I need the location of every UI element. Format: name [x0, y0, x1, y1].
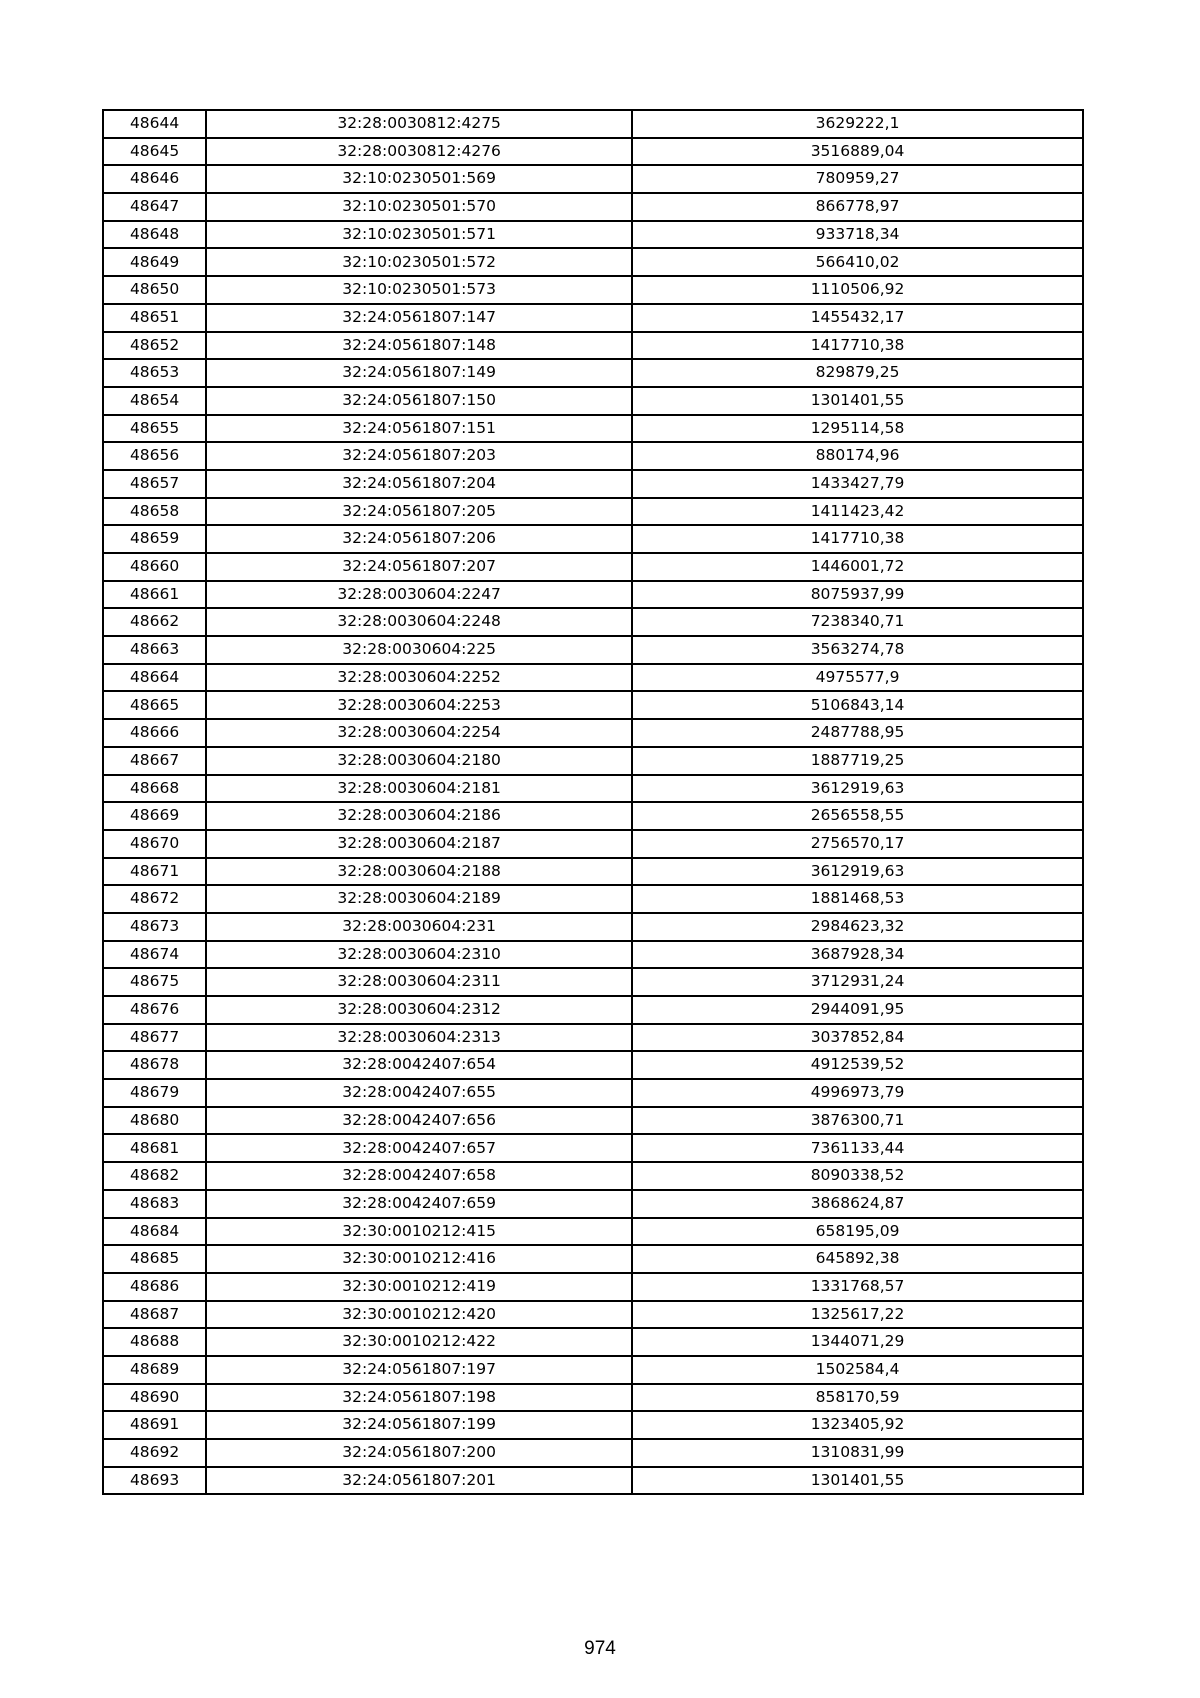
value-cell: 1455432,17 — [632, 304, 1083, 332]
value-cell: 1417710,38 — [632, 525, 1083, 553]
value-cell: 3712931,24 — [632, 968, 1083, 996]
cadastral-number-cell: 32:24:0561807:207 — [206, 553, 632, 581]
cadastral-number-cell: 32:10:0230501:569 — [206, 165, 632, 193]
value-cell: 566410,02 — [632, 248, 1083, 276]
row-number-cell: 48651 — [103, 304, 206, 332]
table-row — [103, 138, 1083, 166]
value-cell: 8075937,99 — [632, 581, 1083, 609]
value-cell: 3037852,84 — [632, 1024, 1083, 1052]
row-number-cell: 48671 — [103, 858, 206, 886]
row-number-cell: 48681 — [103, 1134, 206, 1162]
row-number-cell: 48650 — [103, 276, 206, 304]
value-cell: 858170,59 — [632, 1384, 1083, 1412]
row-number-cell: 48649 — [103, 248, 206, 276]
table-row — [103, 276, 1083, 304]
value-cell: 1295114,58 — [632, 415, 1083, 443]
table-row — [103, 1134, 1083, 1162]
cadastral-number-cell: 32:10:0230501:572 — [206, 248, 632, 276]
cadastral-number-cell: 32:24:0561807:198 — [206, 1384, 632, 1412]
row-number-cell: 48688 — [103, 1328, 206, 1356]
table-row — [103, 885, 1083, 913]
cadastral-number-cell: 32:28:0042407:654 — [206, 1051, 632, 1079]
value-cell: 1502584,4 — [632, 1356, 1083, 1384]
row-number-cell: 48691 — [103, 1411, 206, 1439]
value-cell: 1310831,99 — [632, 1439, 1083, 1467]
value-cell: 829879,25 — [632, 359, 1083, 387]
row-number-cell: 48670 — [103, 830, 206, 858]
value-cell: 5106843,14 — [632, 691, 1083, 719]
cadastral-number-cell: 32:28:0030604:2188 — [206, 858, 632, 886]
value-cell: 1887719,25 — [632, 747, 1083, 775]
value-cell: 1446001,72 — [632, 553, 1083, 581]
table-row — [103, 415, 1083, 443]
cadastral-number-cell: 32:10:0230501:573 — [206, 276, 632, 304]
table-row — [103, 802, 1083, 830]
cadastral-number-cell: 32:28:0030604:225 — [206, 636, 632, 664]
row-number-cell: 48658 — [103, 498, 206, 526]
value-cell: 880174,96 — [632, 442, 1083, 470]
row-number-cell: 48654 — [103, 387, 206, 415]
cadastral-number-cell: 32:28:0030604:2311 — [206, 968, 632, 996]
page-number: 974 — [584, 1638, 616, 1659]
table-row — [103, 608, 1083, 636]
row-number-cell: 48679 — [103, 1079, 206, 1107]
table-row — [103, 442, 1083, 470]
row-number-cell: 48659 — [103, 525, 206, 553]
row-number-cell: 48666 — [103, 719, 206, 747]
cadastral-number-cell: 32:28:0042407:659 — [206, 1190, 632, 1218]
cadastral-number-cell: 32:28:0030604:2248 — [206, 608, 632, 636]
row-number-cell: 48663 — [103, 636, 206, 664]
row-number-cell: 48682 — [103, 1162, 206, 1190]
row-number-cell: 48693 — [103, 1467, 206, 1495]
table-row — [103, 193, 1083, 221]
row-number-cell: 48664 — [103, 664, 206, 692]
row-number-cell: 48680 — [103, 1107, 206, 1135]
cadastral-number-cell: 32:28:0042407:657 — [206, 1134, 632, 1162]
cadastral-number-cell: 32:24:0561807:205 — [206, 498, 632, 526]
cadastral-number-cell: 32:24:0561807:199 — [206, 1411, 632, 1439]
cadastral-number-cell: 32:10:0230501:570 — [206, 193, 632, 221]
row-number-cell: 48674 — [103, 941, 206, 969]
table-row — [103, 1384, 1083, 1412]
value-cell: 933718,34 — [632, 221, 1083, 249]
table-row — [103, 1107, 1083, 1135]
row-number-cell: 48669 — [103, 802, 206, 830]
row-number-cell: 48686 — [103, 1273, 206, 1301]
table-row — [103, 1218, 1083, 1246]
value-cell: 2984623,32 — [632, 913, 1083, 941]
row-number-cell: 48672 — [103, 885, 206, 913]
table-row — [103, 1079, 1083, 1107]
value-cell: 1411423,42 — [632, 498, 1083, 526]
value-cell: 7238340,71 — [632, 608, 1083, 636]
cadastral-number-cell: 32:30:0010212:422 — [206, 1328, 632, 1356]
table-row — [103, 1301, 1083, 1329]
cadastral-number-cell: 32:28:0030604:2187 — [206, 830, 632, 858]
row-number-cell: 48657 — [103, 470, 206, 498]
table-row — [103, 1356, 1083, 1384]
cadastral-number-cell: 32:28:0030604:231 — [206, 913, 632, 941]
table-row — [103, 830, 1083, 858]
table-row — [103, 525, 1083, 553]
table-row — [103, 664, 1083, 692]
cadastral-number-cell: 32:28:0042407:656 — [206, 1107, 632, 1135]
row-number-cell: 48648 — [103, 221, 206, 249]
value-cell: 1110506,92 — [632, 276, 1083, 304]
row-number-cell: 48678 — [103, 1051, 206, 1079]
cadastral-number-cell: 32:28:0030604:2253 — [206, 691, 632, 719]
value-cell: 7361133,44 — [632, 1134, 1083, 1162]
table-row — [103, 165, 1083, 193]
cadastral-number-cell: 32:28:0030812:4275 — [206, 110, 632, 138]
cadastral-number-cell: 32:24:0561807:151 — [206, 415, 632, 443]
row-number-cell: 48656 — [103, 442, 206, 470]
row-number-cell: 48677 — [103, 1024, 206, 1052]
table-row — [103, 1273, 1083, 1301]
row-number-cell: 48646 — [103, 165, 206, 193]
value-cell: 1881468,53 — [632, 885, 1083, 913]
value-cell: 1301401,55 — [632, 387, 1083, 415]
value-cell: 3687928,34 — [632, 941, 1083, 969]
value-cell: 3612919,63 — [632, 858, 1083, 886]
value-cell: 2656558,55 — [632, 802, 1083, 830]
table-row — [103, 858, 1083, 886]
table-row — [103, 775, 1083, 803]
table-row — [103, 941, 1083, 969]
row-number-cell: 48645 — [103, 138, 206, 166]
value-cell: 8090338,52 — [632, 1162, 1083, 1190]
value-cell: 780959,27 — [632, 165, 1083, 193]
table-row — [103, 1190, 1083, 1218]
row-number-cell: 48685 — [103, 1245, 206, 1273]
value-cell: 2487788,95 — [632, 719, 1083, 747]
table-row — [103, 359, 1083, 387]
cadastral-number-cell: 32:28:0030604:2254 — [206, 719, 632, 747]
row-number-cell: 48689 — [103, 1356, 206, 1384]
value-cell: 1417710,38 — [632, 332, 1083, 360]
cadastral-value-table — [102, 109, 1084, 1495]
cadastral-number-cell: 32:24:0561807:200 — [206, 1439, 632, 1467]
value-cell: 3868624,87 — [632, 1190, 1083, 1218]
cadastral-number-cell: 32:10:0230501:571 — [206, 221, 632, 249]
table-row — [103, 1024, 1083, 1052]
cadastral-number-cell: 32:28:0030604:2310 — [206, 941, 632, 969]
value-cell: 3516889,04 — [632, 138, 1083, 166]
cadastral-number-cell: 32:30:0010212:416 — [206, 1245, 632, 1273]
row-number-cell: 48683 — [103, 1190, 206, 1218]
value-cell: 3612919,63 — [632, 775, 1083, 803]
value-cell: 3563274,78 — [632, 636, 1083, 664]
table-row — [103, 553, 1083, 581]
table-body — [103, 110, 1083, 1494]
value-cell: 4912539,52 — [632, 1051, 1083, 1079]
value-cell: 3876300,71 — [632, 1107, 1083, 1135]
value-cell: 3629222,1 — [632, 110, 1083, 138]
table-row — [103, 747, 1083, 775]
row-number-cell: 48661 — [103, 581, 206, 609]
value-cell: 866778,97 — [632, 193, 1083, 221]
cadastral-number-cell: 32:28:0042407:655 — [206, 1079, 632, 1107]
row-number-cell: 48647 — [103, 193, 206, 221]
table-row — [103, 387, 1083, 415]
value-cell: 1323405,92 — [632, 1411, 1083, 1439]
value-cell: 1301401,55 — [632, 1467, 1083, 1495]
table-row — [103, 248, 1083, 276]
row-number-cell: 48690 — [103, 1384, 206, 1412]
cadastral-number-cell: 32:30:0010212:419 — [206, 1273, 632, 1301]
cadastral-number-cell: 32:24:0561807:147 — [206, 304, 632, 332]
cadastral-number-cell: 32:28:0030604:2313 — [206, 1024, 632, 1052]
table-row — [103, 581, 1083, 609]
table-row — [103, 1162, 1083, 1190]
row-number-cell: 48675 — [103, 968, 206, 996]
row-number-cell: 48668 — [103, 775, 206, 803]
table-row — [103, 498, 1083, 526]
cadastral-number-cell: 32:28:0030604:2181 — [206, 775, 632, 803]
table-row — [103, 1467, 1083, 1495]
cadastral-number-cell: 32:28:0030604:2247 — [206, 581, 632, 609]
table-row — [103, 304, 1083, 332]
cadastral-number-cell: 32:24:0561807:201 — [206, 1467, 632, 1495]
row-number-cell: 48665 — [103, 691, 206, 719]
row-number-cell: 48684 — [103, 1218, 206, 1246]
cadastral-number-cell: 32:28:0030812:4276 — [206, 138, 632, 166]
row-number-cell: 48662 — [103, 608, 206, 636]
row-number-cell: 48673 — [103, 913, 206, 941]
table-row — [103, 1245, 1083, 1273]
table-row — [103, 1411, 1083, 1439]
value-cell: 645892,38 — [632, 1245, 1083, 1273]
value-cell: 1344071,29 — [632, 1328, 1083, 1356]
cadastral-number-cell: 32:28:0030604:2312 — [206, 996, 632, 1024]
row-number-cell: 48652 — [103, 332, 206, 360]
cadastral-number-cell: 32:28:0030604:2252 — [206, 664, 632, 692]
table-row — [103, 1328, 1083, 1356]
value-cell: 1433427,79 — [632, 470, 1083, 498]
row-number-cell: 48655 — [103, 415, 206, 443]
value-cell: 1325617,22 — [632, 1301, 1083, 1329]
value-cell: 2944091,95 — [632, 996, 1083, 1024]
cadastral-number-cell: 32:28:0030604:2186 — [206, 802, 632, 830]
value-cell: 2756570,17 — [632, 830, 1083, 858]
cadastral-number-cell: 32:24:0561807:148 — [206, 332, 632, 360]
table-row — [103, 968, 1083, 996]
value-cell: 4996973,79 — [632, 1079, 1083, 1107]
table-row — [103, 996, 1083, 1024]
cadastral-number-cell: 32:24:0561807:204 — [206, 470, 632, 498]
cadastral-number-cell: 32:30:0010212:415 — [206, 1218, 632, 1246]
table-row — [103, 691, 1083, 719]
table-row — [103, 470, 1083, 498]
cadastral-number-cell: 32:28:0030604:2189 — [206, 885, 632, 913]
table-row — [103, 1439, 1083, 1467]
value-cell: 4975577,9 — [632, 664, 1083, 692]
row-number-cell: 48653 — [103, 359, 206, 387]
cadastral-number-cell: 32:24:0561807:203 — [206, 442, 632, 470]
cadastral-number-cell: 32:28:0042407:658 — [206, 1162, 632, 1190]
table-row — [103, 719, 1083, 747]
table-row — [103, 1051, 1083, 1079]
row-number-cell: 48676 — [103, 996, 206, 1024]
row-number-cell: 48667 — [103, 747, 206, 775]
row-number-cell: 48687 — [103, 1301, 206, 1329]
cadastral-number-cell: 32:30:0010212:420 — [206, 1301, 632, 1329]
table-row — [103, 636, 1083, 664]
cadastral-number-cell: 32:28:0030604:2180 — [206, 747, 632, 775]
table-row — [103, 221, 1083, 249]
table-row — [103, 110, 1083, 138]
table-row — [103, 913, 1083, 941]
value-cell: 658195,09 — [632, 1218, 1083, 1246]
cadastral-number-cell: 32:24:0561807:149 — [206, 359, 632, 387]
cadastral-number-cell: 32:24:0561807:197 — [206, 1356, 632, 1384]
row-number-cell: 48692 — [103, 1439, 206, 1467]
cadastral-number-cell: 32:24:0561807:206 — [206, 525, 632, 553]
cadastral-number-cell: 32:24:0561807:150 — [206, 387, 632, 415]
row-number-cell: 48644 — [103, 110, 206, 138]
table-row — [103, 332, 1083, 360]
value-cell: 1331768,57 — [632, 1273, 1083, 1301]
row-number-cell: 48660 — [103, 553, 206, 581]
